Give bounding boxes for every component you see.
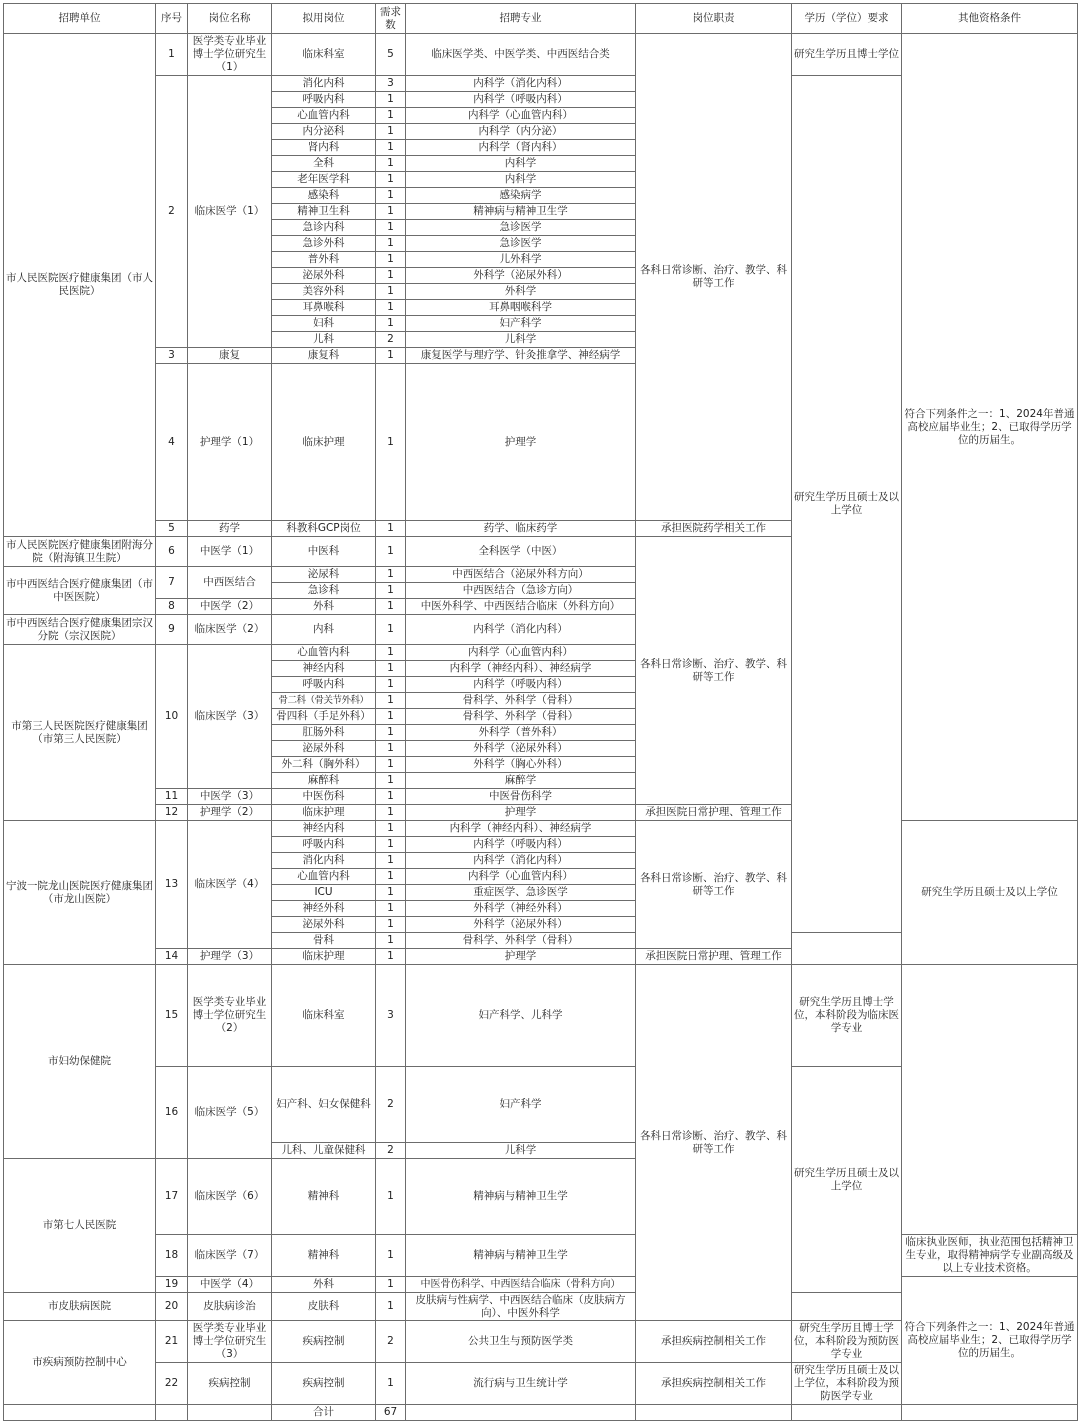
count-cell: 1 (376, 1293, 406, 1321)
no-cell: 15 (156, 965, 188, 1067)
header-duty: 岗位职责 (636, 4, 792, 34)
post-cell: 呼吸内科 (272, 677, 376, 693)
position-cell: 护理学（1） (188, 364, 272, 521)
position-cell: 中西医结合 (188, 567, 272, 599)
count-cell: 1 (376, 805, 406, 821)
count-cell: 1 (376, 300, 406, 316)
major-cell: 护理学 (406, 949, 636, 965)
post-cell: 泌尿外科 (272, 741, 376, 757)
major-cell: 外科学（泌尿外科） (406, 741, 636, 757)
major-cell: 内科学（肾内科） (406, 140, 636, 156)
position-cell: 临床医学（1） (188, 76, 272, 348)
position-cell: 皮肤病诊治 (188, 1293, 272, 1321)
no-cell: 17 (156, 1159, 188, 1235)
count-cell: 1 (376, 236, 406, 252)
major-cell: 内科学（心血管内科） (406, 645, 636, 661)
post-cell: 急诊外科 (272, 236, 376, 252)
table-row (4, 34, 1078, 76)
position-cell: 临床医学（2） (188, 615, 272, 645)
no-cell: 3 (156, 348, 188, 364)
post-cell: 心血管内科 (272, 645, 376, 661)
count-cell: 1 (376, 537, 406, 567)
recruitment-table (3, 3, 1078, 1421)
position-cell: 临床医学（6） (188, 1159, 272, 1235)
no-cell: 16 (156, 1067, 188, 1159)
unit-cell: 宁波一院龙山医院医疗健康集团（市龙山医院） (4, 821, 156, 965)
count-cell: 1 (376, 172, 406, 188)
count-cell: 1 (376, 949, 406, 965)
post-cell: 临床科室 (272, 34, 376, 76)
count-cell: 1 (376, 124, 406, 140)
post-cell: 临床护理 (272, 949, 376, 965)
post-cell: 内分泌科 (272, 124, 376, 140)
table-row (4, 1067, 1078, 1143)
position-cell: 中医学（2） (188, 599, 272, 615)
post-cell: 神经外科 (272, 901, 376, 917)
count-cell: 1 (376, 583, 406, 599)
count-cell: 2 (376, 332, 406, 348)
major-cell: 外科学（神经外科） (406, 901, 636, 917)
post-cell: 临床护理 (272, 364, 376, 521)
position-cell: 临床医学（3） (188, 645, 272, 789)
count-cell: 1 (376, 725, 406, 741)
count-cell: 1 (376, 1363, 406, 1405)
position-cell: 康复 (188, 348, 272, 364)
unit-cell: 市疾病预防控制中心 (4, 1321, 156, 1405)
count-cell: 1 (376, 709, 406, 725)
no-cell: 8 (156, 599, 188, 615)
count-cell: 1 (376, 1235, 406, 1277)
other-cell: 符合下列条件之一：1、2024年普通高校应届毕业生；2、已取得学历学位的历届生。 (902, 34, 1078, 821)
major-cell: 内科学（神经内科）、神经病学 (406, 821, 636, 837)
major-cell: 外科学（泌尿外科） (406, 268, 636, 284)
major-cell: 临床医学类、中医学类、中西医结合类 (406, 34, 636, 76)
major-cell: 中西医结合（急诊方向） (406, 583, 636, 599)
count-cell: 1 (376, 773, 406, 789)
table-row (4, 965, 1078, 1067)
count-cell: 1 (376, 853, 406, 869)
major-cell: 急诊医学 (406, 236, 636, 252)
major-cell: 骨科学、外科学（骨科） (406, 693, 636, 709)
post-cell: 妇产科、妇女保健科 (272, 1067, 376, 1143)
count-cell: 1 (376, 567, 406, 583)
major-cell: 精神病与精神卫生学 (406, 1159, 636, 1235)
duty-cell: 承担医院日常护理、管理工作 (636, 805, 792, 821)
count-cell: 1 (376, 156, 406, 172)
post-cell: 皮肤科 (272, 1293, 376, 1321)
post-cell: 科教科GCP岗位 (272, 521, 376, 537)
major-cell: 公共卫生与预防医学类 (406, 1321, 636, 1363)
major-cell: 中医外科学、中西医结合临床（外科方向） (406, 599, 636, 615)
position-cell: 中医学（1） (188, 537, 272, 567)
no-cell: 9 (156, 615, 188, 645)
major-cell: 骨科学、外科学（骨科） (406, 933, 636, 949)
post-cell: 疾病控制 (272, 1321, 376, 1363)
edu-cell: 研究生学历且博士学位 (792, 34, 902, 76)
post-cell: 外二科（胸外科） (272, 757, 376, 773)
count-cell: 1 (376, 615, 406, 645)
post-cell: 呼吸内科 (272, 92, 376, 108)
no-cell: 14 (156, 949, 188, 965)
count-cell: 1 (376, 677, 406, 693)
major-cell: 中医骨伤科学、中西医结合临床（骨科方向） (406, 1277, 636, 1293)
position-cell: 药学 (188, 521, 272, 537)
major-cell: 内科学 (406, 172, 636, 188)
unit-cell: 市中西医结合医疗健康集团（市中医医院） (4, 567, 156, 615)
post-cell: 骨科 (272, 933, 376, 949)
post-cell: 泌尿外科 (272, 917, 376, 933)
unit-cell: 市人民医院医疗健康集团附海分院（附海镇卫生院） (4, 537, 156, 567)
major-cell: 流行病与卫生统计学 (406, 1363, 636, 1405)
count-cell: 1 (376, 364, 406, 521)
major-cell: 外科学（普外科） (406, 725, 636, 741)
position-cell: 临床医学（4） (188, 821, 272, 949)
duty-cell: 承担医院药学相关工作 (636, 521, 792, 537)
unit-cell: 市第三人民医院医疗健康集团（市第三人民医院） (4, 645, 156, 821)
count-cell: 1 (376, 268, 406, 284)
count-cell: 1 (376, 693, 406, 709)
count-cell: 1 (376, 757, 406, 773)
post-cell: 内科 (272, 615, 376, 645)
other-cell: 临床执业医师，执业范围包括精神卫生专业，取得精神病学专业副高级及以上专业技术资格。 (902, 1235, 1078, 1277)
post-cell: 中医伤科 (272, 789, 376, 805)
duty-cell: 各科日常诊断、治疗、教学、科研等工作 (636, 34, 792, 521)
major-cell: 麻醉学 (406, 773, 636, 789)
other-cell: 符合下列条件之一：1、2024年普通高校应届毕业生；2、已取得学历学位的历届生。 (902, 1277, 1078, 1405)
major-cell: 护理学 (406, 364, 636, 521)
count-cell: 1 (376, 284, 406, 300)
post-cell: 外科 (272, 1277, 376, 1293)
header-count: 需求数 (376, 4, 406, 34)
major-cell: 内科学（呼吸内科） (406, 677, 636, 693)
post-cell: 中医科 (272, 537, 376, 567)
edu-cell: 研究生学历且硕士及以上学位，本科阶段为预防医学专业 (792, 1363, 902, 1405)
count-cell: 1 (376, 521, 406, 537)
position-cell: 中医学（3） (188, 789, 272, 805)
post-cell: 疾病控制 (272, 1363, 376, 1405)
edu-cell: 研究生学历且博士学位，本科阶段为预防医学专业 (792, 1321, 902, 1363)
no-cell: 13 (156, 821, 188, 949)
duty-cell: 承担疾病控制相关工作 (636, 1363, 792, 1405)
post-cell: 外科 (272, 599, 376, 615)
post-cell: 泌尿科 (272, 567, 376, 583)
post-cell: 儿科、儿童保健科 (272, 1143, 376, 1159)
position-cell: 疾病控制 (188, 1363, 272, 1405)
count-cell: 1 (376, 741, 406, 757)
major-cell: 内科学（心血管内科） (406, 108, 636, 124)
major-cell: 内科学（消化内科） (406, 615, 636, 645)
count-cell: 1 (376, 821, 406, 837)
header-no: 序号 (156, 4, 188, 34)
major-cell: 中医骨伤科学 (406, 789, 636, 805)
major-cell: 精神病与精神卫生学 (406, 204, 636, 220)
position-cell: 医学类专业毕业博士学位研究生（2） (188, 965, 272, 1067)
edu-cell: 研究生学历且硕士及以上学位 (902, 821, 1078, 965)
post-cell: 心血管内科 (272, 869, 376, 885)
total-label: 合计 (272, 1405, 376, 1421)
count-cell: 1 (376, 789, 406, 805)
post-cell: 消化内科 (272, 76, 376, 92)
post-cell: 急诊科 (272, 583, 376, 599)
count-cell: 1 (376, 348, 406, 364)
post-cell: 肛肠外科 (272, 725, 376, 741)
major-cell: 急诊医学 (406, 220, 636, 236)
no-cell: 4 (156, 364, 188, 521)
major-cell: 儿科学 (406, 332, 636, 348)
major-cell: 康复医学与理疗学、针灸推拿学、神经病学 (406, 348, 636, 364)
post-cell: 耳鼻喉科 (272, 300, 376, 316)
major-cell: 妇产科学、儿科学 (406, 965, 636, 1067)
count-cell: 1 (376, 188, 406, 204)
major-cell: 耳鼻咽喉科学 (406, 300, 636, 316)
post-cell: 骨四科（手足外科） (272, 709, 376, 725)
count-cell: 5 (376, 34, 406, 76)
duty-cell: 各科日常诊断、治疗、教学、科研等工作 (636, 965, 792, 1321)
edu-cell: 研究生学历且硕士及以上学位 (792, 1067, 902, 1293)
major-cell: 外科学 (406, 284, 636, 300)
table-row (4, 821, 1078, 837)
table-row (4, 1235, 1078, 1277)
position-cell: 临床医学（7） (188, 1235, 272, 1277)
count-cell: 1 (376, 1159, 406, 1235)
duty-cell: 各科日常诊断、治疗、教学、科研等工作 (636, 821, 792, 949)
edu-cell: 研究生学历且博士学位，本科阶段为临床医学专业 (792, 965, 902, 1067)
major-cell: 内科学（呼吸内科） (406, 92, 636, 108)
no-cell: 22 (156, 1363, 188, 1405)
count-cell: 1 (376, 917, 406, 933)
major-cell: 儿科学 (406, 1143, 636, 1159)
header-row (4, 4, 1078, 34)
major-cell: 儿外科学 (406, 252, 636, 268)
no-cell: 1 (156, 34, 188, 76)
header-unit: 招聘单位 (4, 4, 156, 34)
post-cell: 呼吸内科 (272, 837, 376, 853)
count-cell: 1 (376, 1277, 406, 1293)
position-cell: 医学类专业毕业博士学位研究生（3） (188, 1321, 272, 1363)
table-row (4, 1277, 1078, 1293)
table-row (4, 1159, 1078, 1235)
count-cell: 2 (376, 1067, 406, 1143)
header-edu: 学历（学位）要求 (792, 4, 902, 34)
duty-cell: 承担医院日常护理、管理工作 (636, 949, 792, 965)
position-cell: 护理学（2） (188, 805, 272, 821)
post-cell: 康复科 (272, 348, 376, 364)
no-cell: 18 (156, 1235, 188, 1277)
post-cell: 临床护理 (272, 805, 376, 821)
post-cell: ICU (272, 885, 376, 901)
count-cell: 1 (376, 220, 406, 236)
count-cell: 1 (376, 885, 406, 901)
no-cell: 12 (156, 805, 188, 821)
major-cell: 外科学（胸心外科） (406, 757, 636, 773)
post-cell: 骨二科（骨关节外科） (272, 693, 376, 709)
unit-cell: 市第七人民医院 (4, 1159, 156, 1293)
header-post: 拟用岗位 (272, 4, 376, 34)
post-cell: 普外科 (272, 252, 376, 268)
post-cell: 临床科室 (272, 965, 376, 1067)
count-cell: 1 (376, 92, 406, 108)
major-cell: 外科学（泌尿外科） (406, 917, 636, 933)
unit-cell: 市皮肤病医院 (4, 1293, 156, 1321)
count-cell: 1 (376, 933, 406, 949)
major-cell: 妇产科学 (406, 1067, 636, 1143)
count-cell: 1 (376, 645, 406, 661)
unit-cell: 市人民医院医疗健康集团（市人民医院） (4, 34, 156, 537)
major-cell: 全科医学（中医） (406, 537, 636, 567)
count-cell: 1 (376, 837, 406, 853)
major-cell: 内科学（呼吸内科） (406, 837, 636, 853)
major-cell: 内科学（消化内科） (406, 76, 636, 92)
total-row (4, 1405, 1078, 1421)
no-cell: 5 (156, 521, 188, 537)
count-cell: 1 (376, 204, 406, 220)
major-cell: 内科学 (406, 156, 636, 172)
major-cell: 内科学（神经内科）、神经病学 (406, 661, 636, 677)
edu-cell: 研究生学历且硕士及以上学位 (792, 76, 902, 933)
major-cell: 重症医学、急诊医学 (406, 885, 636, 901)
post-cell: 美容外科 (272, 284, 376, 300)
count-cell: 1 (376, 252, 406, 268)
no-cell: 10 (156, 645, 188, 789)
no-cell: 19 (156, 1277, 188, 1293)
duty-cell: 承担疾病控制相关工作 (636, 1321, 792, 1363)
major-cell: 中西医结合（泌尿外科方向） (406, 567, 636, 583)
major-cell: 感染病学 (406, 188, 636, 204)
no-cell: 20 (156, 1293, 188, 1321)
position-cell: 中医学（4） (188, 1277, 272, 1293)
unit-cell: 市妇幼保健院 (4, 965, 156, 1159)
total-count: 67 (376, 1405, 406, 1421)
position-cell: 临床医学（5） (188, 1067, 272, 1159)
post-cell: 消化内科 (272, 853, 376, 869)
post-cell: 妇科 (272, 316, 376, 332)
position-cell: 医学类专业毕业博士学位研究生（1） (188, 34, 272, 76)
major-cell: 妇产科学 (406, 316, 636, 332)
no-cell: 21 (156, 1321, 188, 1363)
major-cell: 骨科学、外科学（骨科） (406, 709, 636, 725)
post-cell: 肾内科 (272, 140, 376, 156)
no-cell: 11 (156, 789, 188, 805)
post-cell: 儿科 (272, 332, 376, 348)
major-cell: 内科学（内分泌） (406, 124, 636, 140)
post-cell: 心血管内科 (272, 108, 376, 124)
unit-cell: 市中西医结合医疗健康集团宗汉分院（宗汉医院） (4, 615, 156, 645)
position-cell: 护理学（3） (188, 949, 272, 965)
major-cell: 皮肤病与性病学、中西医结合临床（皮肤病方向）、中医外科学 (406, 1293, 636, 1321)
count-cell: 3 (376, 76, 406, 92)
major-cell: 精神病与精神卫生学 (406, 1235, 636, 1277)
post-cell: 老年医学科 (272, 172, 376, 188)
header-major: 招聘专业 (406, 4, 636, 34)
duty-cell: 各科日常诊断、治疗、教学、科研等工作 (636, 537, 792, 805)
no-cell: 2 (156, 76, 188, 348)
count-cell: 2 (376, 1321, 406, 1363)
count-cell: 3 (376, 965, 406, 1067)
post-cell: 精神科 (272, 1235, 376, 1277)
no-cell: 7 (156, 567, 188, 599)
post-cell: 精神科 (272, 1159, 376, 1235)
count-cell: 1 (376, 869, 406, 885)
post-cell: 感染科 (272, 188, 376, 204)
count-cell: 1 (376, 599, 406, 615)
count-cell: 1 (376, 108, 406, 124)
post-cell: 神经内科 (272, 661, 376, 677)
no-cell: 6 (156, 537, 188, 567)
post-cell: 急诊内科 (272, 220, 376, 236)
post-cell: 神经内科 (272, 821, 376, 837)
header-position: 岗位名称 (188, 4, 272, 34)
major-cell: 药学、临床药学 (406, 521, 636, 537)
major-cell: 护理学 (406, 805, 636, 821)
post-cell: 泌尿外科 (272, 268, 376, 284)
post-cell: 麻醉科 (272, 773, 376, 789)
post-cell: 精神卫生科 (272, 204, 376, 220)
count-cell: 1 (376, 140, 406, 156)
count-cell: 1 (376, 316, 406, 332)
post-cell: 全科 (272, 156, 376, 172)
major-cell: 内科学（消化内科） (406, 853, 636, 869)
header-other: 其他资格条件 (902, 4, 1078, 34)
count-cell: 1 (376, 901, 406, 917)
count-cell: 2 (376, 1143, 406, 1159)
count-cell: 1 (376, 661, 406, 677)
major-cell: 内科学（心血管内科） (406, 869, 636, 885)
